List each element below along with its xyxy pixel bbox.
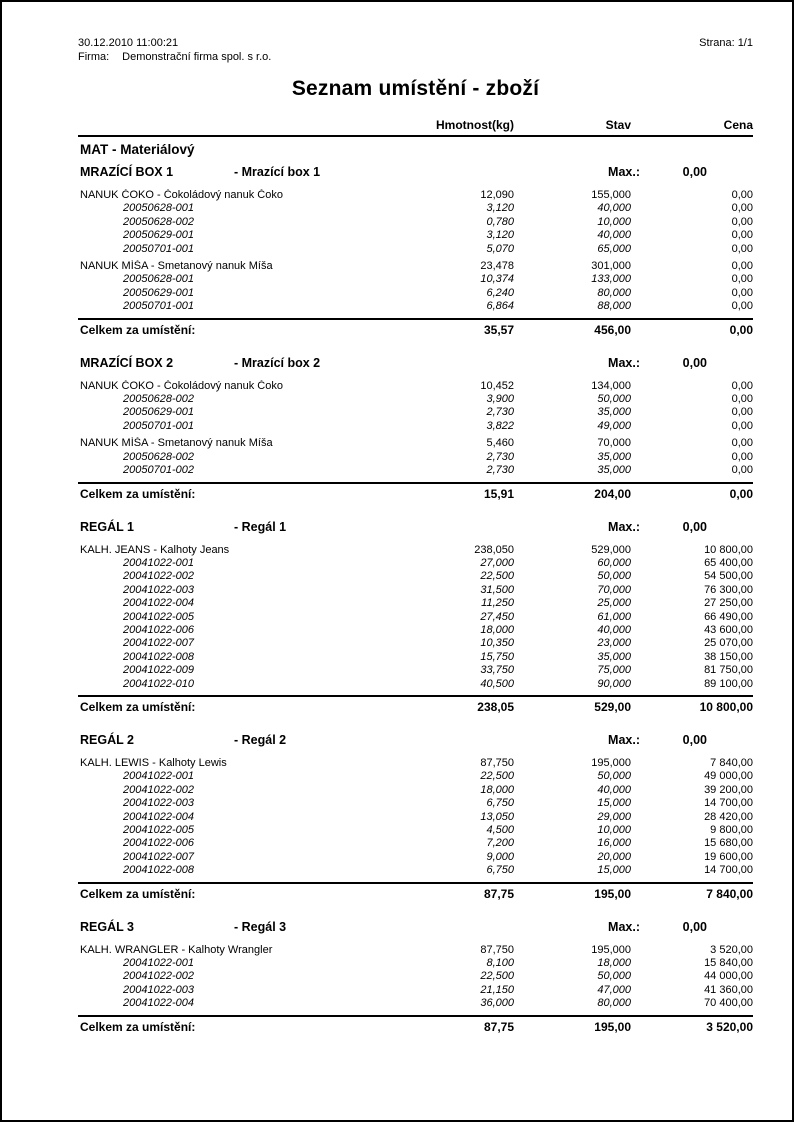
location-header-spacer — [475, 732, 590, 748]
location-code: MRAZÍCÍ BOX 2 — [80, 355, 174, 370]
max-cell — [590, 732, 707, 748]
total-price: 0,00 — [729, 322, 753, 337]
lot-price: 0,00 — [731, 286, 753, 299]
lot-price: 0,00 — [731, 450, 753, 463]
item-row — [78, 260, 753, 273]
lot-number: 20041022-004 — [123, 810, 194, 823]
lot-row — [78, 597, 753, 610]
lot-row — [78, 984, 753, 997]
total-price: 0,00 — [729, 486, 753, 501]
lot-weight: 13,050 — [480, 810, 514, 823]
lot-weight: 9,000 — [486, 850, 514, 863]
lot-stock: 75,000 — [597, 664, 631, 677]
item-group — [78, 380, 753, 434]
lot-weight: 5,070 — [486, 242, 514, 255]
lot-stock: 40,000 — [597, 783, 631, 796]
lot-number: 20041022-002 — [123, 783, 194, 796]
lot-weight: 3,900 — [486, 393, 514, 406]
total-stock: 529,00 — [594, 699, 631, 714]
lot-price: 39 200,00 — [704, 783, 753, 796]
lot-price: 19 600,00 — [704, 850, 753, 863]
lot-row — [78, 797, 753, 810]
lot-price: 49 000,00 — [704, 770, 753, 783]
lot-number: 20041022-003 — [123, 797, 194, 810]
lot-number: 20050628-002 — [123, 393, 194, 406]
lot-stock: 40,000 — [597, 623, 631, 636]
lot-weight: 4,500 — [486, 824, 514, 836]
item-name: KALH. JEANS - Kalhoty Jeans — [80, 543, 230, 556]
item-price: 10 800,00 — [704, 543, 753, 556]
total-weight: 15,91 — [483, 486, 514, 501]
location-header — [80, 919, 753, 935]
company-row — [78, 50, 271, 64]
location-total-row — [78, 882, 753, 902]
lot-row — [78, 837, 753, 850]
lot-price: 44 000,00 — [704, 970, 753, 983]
lot-stock: 80,000 — [597, 286, 631, 299]
lot-row — [78, 273, 753, 286]
item-stock: 301,000 — [591, 260, 631, 273]
lot-stock: 90,000 — [597, 677, 631, 690]
total-label: Celkem za umístění: — [80, 699, 196, 714]
lot-weight: 27,450 — [480, 610, 514, 623]
lot-number: 20050629-001 — [123, 406, 194, 419]
lot-weight: 6,864 — [486, 300, 514, 313]
lot-stock: 23,000 — [597, 637, 631, 650]
max-label: Max.: — [608, 355, 640, 370]
location-name: - Regál 3 — [234, 919, 287, 934]
item-stock: 134,000 — [591, 379, 631, 392]
location-header-price-spacer — [707, 732, 794, 748]
lot-price: 14 700,00 — [704, 797, 753, 810]
lot-number: 20041022-001 — [123, 770, 194, 783]
max-value: 0,00 — [682, 919, 707, 934]
location-header — [80, 732, 753, 748]
lot-stock: 35,000 — [597, 650, 631, 663]
lot-weight: 2,730 — [486, 406, 514, 419]
lot-stock: 10,000 — [597, 215, 631, 228]
lot-weight: 36,000 — [480, 997, 514, 1010]
lot-row — [78, 770, 753, 783]
location-header-price-spacer — [707, 355, 794, 371]
lot-stock: 15,000 — [597, 864, 631, 877]
lot-weight: 3,120 — [486, 202, 514, 215]
item-price: 0,00 — [731, 379, 753, 392]
lot-row — [78, 678, 753, 691]
location-block — [78, 519, 753, 715]
lot-stock: 40,000 — [597, 229, 631, 242]
item-group — [78, 437, 753, 477]
lot-number: 20041022-001 — [123, 957, 194, 970]
lot-stock: 60,000 — [597, 556, 631, 569]
column-name-spacer — [78, 118, 399, 132]
total-label: Celkem za umístění: — [80, 1019, 196, 1034]
lot-weight: 6,240 — [486, 286, 514, 299]
total-stock: 195,00 — [594, 886, 631, 901]
lot-row — [78, 651, 753, 664]
lot-number: 20041022-002 — [123, 570, 194, 583]
item-row — [78, 189, 753, 202]
company-label: Firma: — [78, 51, 110, 63]
lot-weight: 31,500 — [480, 583, 514, 596]
item-weight: 12,090 — [480, 189, 514, 201]
lot-stock: 61,000 — [597, 610, 631, 623]
item-row — [78, 944, 753, 957]
total-label: Celkem za umístění: — [80, 322, 196, 337]
item-stock: 529,000 — [591, 543, 631, 556]
lot-stock: 35,000 — [597, 464, 631, 477]
max-value: 0,00 — [682, 732, 707, 747]
lot-row — [78, 229, 753, 242]
lot-number: 20041022-002 — [123, 970, 194, 983]
lot-weight: 18,000 — [480, 783, 514, 796]
lot-number: 20041022-007 — [123, 850, 194, 863]
lot-stock: 70,000 — [597, 583, 631, 596]
lot-price: 0,00 — [731, 273, 753, 286]
location-header-price-spacer — [707, 519, 794, 535]
lot-price: 28 420,00 — [704, 810, 753, 823]
lot-weight: 22,500 — [480, 570, 514, 583]
lot-row — [78, 624, 753, 637]
item-group — [78, 544, 753, 691]
lot-stock: 50,000 — [597, 570, 631, 583]
location-total-row — [78, 1015, 753, 1035]
lot-stock: 50,000 — [597, 770, 631, 783]
lot-weight: 33,750 — [480, 664, 514, 677]
location-header-spacer — [475, 519, 590, 535]
item-name: KALH. WRANGLER - Kalhoty Wrangler — [80, 943, 273, 956]
item-row — [78, 544, 753, 557]
item-price: 0,00 — [731, 437, 753, 450]
lot-number: 20041022-005 — [123, 610, 194, 623]
total-weight: 87,75 — [483, 886, 514, 901]
item-weight: 5,460 — [486, 437, 514, 450]
lot-stock: 10,000 — [597, 824, 631, 836]
column-stock: Stav — [605, 118, 631, 132]
group-title: MAT - Materiálový — [80, 142, 195, 157]
lot-row — [78, 557, 753, 570]
item-price: 0,00 — [731, 189, 753, 201]
total-stock: 456,00 — [594, 322, 631, 337]
item-row — [78, 380, 753, 393]
lot-weight: 21,150 — [480, 983, 514, 996]
lot-stock: 15,000 — [597, 797, 631, 810]
lot-stock: 50,000 — [597, 393, 631, 406]
lot-number: 20050701-001 — [123, 419, 194, 432]
lot-weight: 3,822 — [486, 419, 514, 432]
item-price: 0,00 — [731, 260, 753, 273]
total-weight: 35,57 — [483, 322, 514, 337]
lot-price: 43 600,00 — [704, 623, 753, 636]
lot-price: 27 250,00 — [704, 597, 753, 610]
item-stock: 70,000 — [597, 437, 631, 450]
location-code: REGÁL 2 — [80, 732, 134, 747]
lot-price: 0,00 — [731, 406, 753, 419]
lot-weight: 6,750 — [486, 797, 514, 810]
lot-stock: 40,000 — [597, 202, 631, 215]
max-cell — [590, 519, 707, 535]
item-weight: 23,478 — [480, 260, 514, 273]
lot-row — [78, 451, 753, 464]
lot-number: 20041022-004 — [123, 597, 194, 610]
report-header — [78, 2, 753, 64]
location-header-price-spacer — [707, 164, 794, 180]
column-weight: Hmotnost(kg) — [436, 118, 514, 132]
report-content — [78, 2, 753, 1035]
item-price: 7 840,00 — [710, 756, 753, 769]
location-total-row — [78, 695, 753, 715]
lot-number: 20041022-003 — [123, 983, 194, 996]
lot-price: 76 300,00 — [704, 583, 753, 596]
total-weight: 238,05 — [477, 699, 514, 714]
lot-stock: 133,000 — [591, 273, 631, 286]
location-block — [78, 732, 753, 902]
lot-number: 20050628-002 — [123, 450, 194, 463]
total-price: 10 800,00 — [699, 699, 753, 714]
lot-row — [78, 784, 753, 797]
lot-weight: 40,500 — [480, 677, 514, 690]
lot-row — [78, 637, 753, 650]
location-code: MRAZÍCÍ BOX 1 — [80, 165, 174, 179]
total-stock: 195,00 — [594, 1019, 631, 1034]
total-label: Celkem za umístění: — [80, 886, 196, 901]
lot-weight: 22,500 — [480, 970, 514, 983]
lot-price: 65 400,00 — [704, 556, 753, 569]
lot-number: 20050628-001 — [123, 202, 194, 215]
item-stock: 195,000 — [591, 756, 631, 769]
lot-number: 20050629-001 — [123, 229, 194, 242]
lot-number: 20041022-009 — [123, 664, 194, 677]
lot-row — [78, 584, 753, 597]
lot-stock: 18,000 — [597, 957, 631, 970]
lot-price: 38 150,00 — [704, 650, 753, 663]
location-name: - Mrazící box 1 — [234, 165, 321, 179]
location-name: - Mrazící box 2 — [234, 355, 321, 370]
max-label: Max.: — [608, 732, 640, 747]
item-row — [78, 437, 753, 450]
lot-row — [78, 464, 753, 477]
lot-stock: 35,000 — [597, 406, 631, 419]
lot-number: 20041022-003 — [123, 583, 194, 596]
item-name: NANUK MÍŠA - Smetanový nanuk Míša — [80, 437, 273, 450]
max-label: Max.: — [608, 519, 640, 534]
page-number: Strana: 1/1 — [699, 37, 753, 49]
lot-number: 20050628-001 — [123, 273, 194, 286]
lot-price: 54 500,00 — [704, 570, 753, 583]
item-name: NANUK MÍŠA - Smetanový nanuk Míša — [80, 260, 273, 273]
location-block — [78, 164, 753, 338]
lot-row — [78, 216, 753, 229]
location-total-row — [78, 318, 753, 338]
lot-row — [78, 970, 753, 983]
lot-row — [78, 300, 753, 313]
location-block — [78, 355, 753, 502]
item-name: NANUK ČOKO - Čokoládový nanuk Čoko — [80, 189, 283, 201]
lot-row — [78, 957, 753, 970]
lot-stock: 25,000 — [597, 597, 631, 610]
lot-weight: 18,000 — [480, 623, 514, 636]
lot-row — [78, 611, 753, 624]
location-code: REGÁL 3 — [80, 919, 134, 934]
location-name: - Regál 2 — [234, 732, 287, 747]
max-label: Max.: — [608, 919, 640, 934]
lot-weight: 0,780 — [486, 215, 514, 228]
lot-price: 0,00 — [731, 229, 753, 242]
lot-number: 20041022-001 — [123, 556, 194, 569]
total-label: Celkem za umístění: — [80, 486, 196, 501]
lot-weight: 15,750 — [480, 650, 514, 663]
lot-stock: 47,000 — [597, 983, 631, 996]
lot-row — [78, 406, 753, 419]
max-label: Max.: — [608, 165, 640, 179]
company-name: Demonstrační firma spol. s r.o. — [122, 51, 272, 63]
lot-row — [78, 202, 753, 215]
max-cell — [590, 164, 707, 180]
lot-weight: 11,250 — [481, 597, 514, 610]
total-weight: 87,75 — [483, 1019, 514, 1034]
lot-weight: 8,100 — [486, 957, 514, 970]
lot-row — [78, 243, 753, 256]
total-price: 7 840,00 — [706, 886, 753, 901]
lot-number: 20050629-001 — [123, 286, 194, 299]
lot-weight: 10,350 — [480, 637, 514, 650]
lot-number: 20041022-008 — [123, 864, 194, 877]
report-datetime: 30.12.2010 11:00:21 — [78, 37, 179, 49]
lot-number: 20041022-006 — [123, 623, 194, 636]
max-value: 0,00 — [682, 355, 707, 370]
lot-weight: 27,000 — [480, 556, 514, 569]
report-title: Seznam umístění - zboží — [291, 77, 540, 100]
location-header — [80, 355, 753, 371]
lot-price: 0,00 — [731, 242, 753, 255]
item-stock: 195,000 — [591, 943, 631, 956]
lot-price: 0,00 — [731, 300, 753, 313]
lot-price: 0,00 — [731, 202, 753, 215]
locations — [78, 164, 753, 1035]
item-weight: 87,750 — [480, 943, 514, 956]
report-header-left — [78, 36, 271, 64]
lot-price: 14 700,00 — [704, 864, 753, 877]
lot-weight: 22,500 — [480, 770, 514, 783]
location-header-price-spacer — [707, 919, 794, 935]
lot-number: 20050701-002 — [123, 464, 194, 477]
max-cell — [590, 919, 707, 935]
lot-price: 70 400,00 — [704, 997, 753, 1010]
lot-row — [78, 851, 753, 864]
lot-number: 20041022-004 — [123, 997, 194, 1010]
location-header — [80, 164, 753, 180]
lot-stock: 49,000 — [597, 419, 631, 432]
lot-row — [78, 824, 753, 837]
item-weight: 87,750 — [480, 756, 514, 769]
lot-price: 15 840,00 — [704, 957, 753, 970]
location-total-row — [78, 482, 753, 502]
lot-row — [78, 570, 753, 583]
item-group — [78, 757, 753, 878]
lot-number: 20041022-008 — [123, 650, 194, 663]
item-name: NANUK ČOKO - Čokoládový nanuk Čoko — [80, 379, 283, 392]
max-value: 0,00 — [682, 519, 707, 534]
lot-price: 41 360,00 — [704, 983, 753, 996]
lot-stock: 88,000 — [597, 300, 631, 313]
lot-row — [78, 393, 753, 406]
lot-row — [78, 420, 753, 433]
item-group — [78, 260, 753, 314]
lot-price: 0,00 — [731, 215, 753, 228]
max-value: 0,00 — [682, 165, 707, 179]
location-header-spacer — [475, 164, 590, 180]
lot-number: 20041022-006 — [123, 837, 194, 850]
item-group — [78, 944, 753, 1011]
item-price: 3 520,00 — [710, 943, 753, 956]
lot-weight: 3,120 — [486, 229, 514, 242]
item-stock: 155,000 — [591, 189, 631, 201]
total-stock: 204,00 — [594, 486, 631, 501]
location-block — [78, 919, 753, 1035]
lot-number: 20041022-007 — [123, 637, 194, 650]
lot-stock: 50,000 — [597, 970, 631, 983]
lot-weight: 6,750 — [486, 864, 514, 877]
lot-row — [78, 864, 753, 877]
lot-stock: 80,000 — [597, 997, 631, 1010]
lot-stock: 65,000 — [597, 242, 631, 255]
lot-row — [78, 287, 753, 300]
location-code: REGÁL 1 — [80, 519, 134, 534]
lot-stock: 16,000 — [597, 837, 631, 850]
lot-row — [78, 664, 753, 677]
lot-number: 20041022-010 — [123, 677, 194, 690]
lot-stock: 29,000 — [597, 810, 631, 823]
lot-row — [78, 811, 753, 824]
lot-price: 25 070,00 — [704, 637, 753, 650]
item-row — [78, 757, 753, 770]
lot-stock: 35,000 — [597, 450, 631, 463]
lot-number: 20041022-005 — [123, 824, 194, 836]
lot-stock: 20,000 — [597, 850, 631, 863]
lot-row — [78, 997, 753, 1010]
lot-weight: 10,374 — [480, 273, 514, 286]
lot-price: 81 750,00 — [704, 664, 753, 677]
lot-number: 20050701-001 — [123, 242, 194, 255]
lot-number: 20050701-001 — [123, 300, 194, 313]
item-name: KALH. LEWIS - Kalhoty Lewis — [80, 756, 227, 769]
lot-number: 20050628-002 — [123, 215, 194, 228]
column-price: Cena — [723, 118, 753, 132]
location-header-spacer — [475, 919, 590, 935]
item-weight: 238,050 — [474, 543, 514, 556]
max-cell — [590, 355, 707, 371]
lot-price: 66 490,00 — [704, 610, 753, 623]
lot-price: 0,00 — [731, 419, 753, 432]
total-price: 3 520,00 — [706, 1019, 753, 1034]
lot-price: 0,00 — [731, 464, 753, 477]
lot-price: 9 800,00 — [710, 824, 753, 836]
item-group — [78, 189, 753, 256]
lot-price: 15 680,00 — [704, 837, 753, 850]
lot-weight: 2,730 — [486, 450, 514, 463]
location-header — [80, 519, 753, 535]
location-header-spacer — [475, 355, 590, 371]
column-headers — [78, 118, 753, 137]
item-weight: 10,452 — [480, 379, 514, 392]
location-name: - Regál 1 — [234, 519, 287, 534]
lot-weight: 7,200 — [486, 837, 514, 850]
lot-price: 89 100,00 — [704, 677, 753, 690]
lot-price: 0,00 — [731, 393, 753, 406]
lot-weight: 2,730 — [486, 464, 514, 477]
